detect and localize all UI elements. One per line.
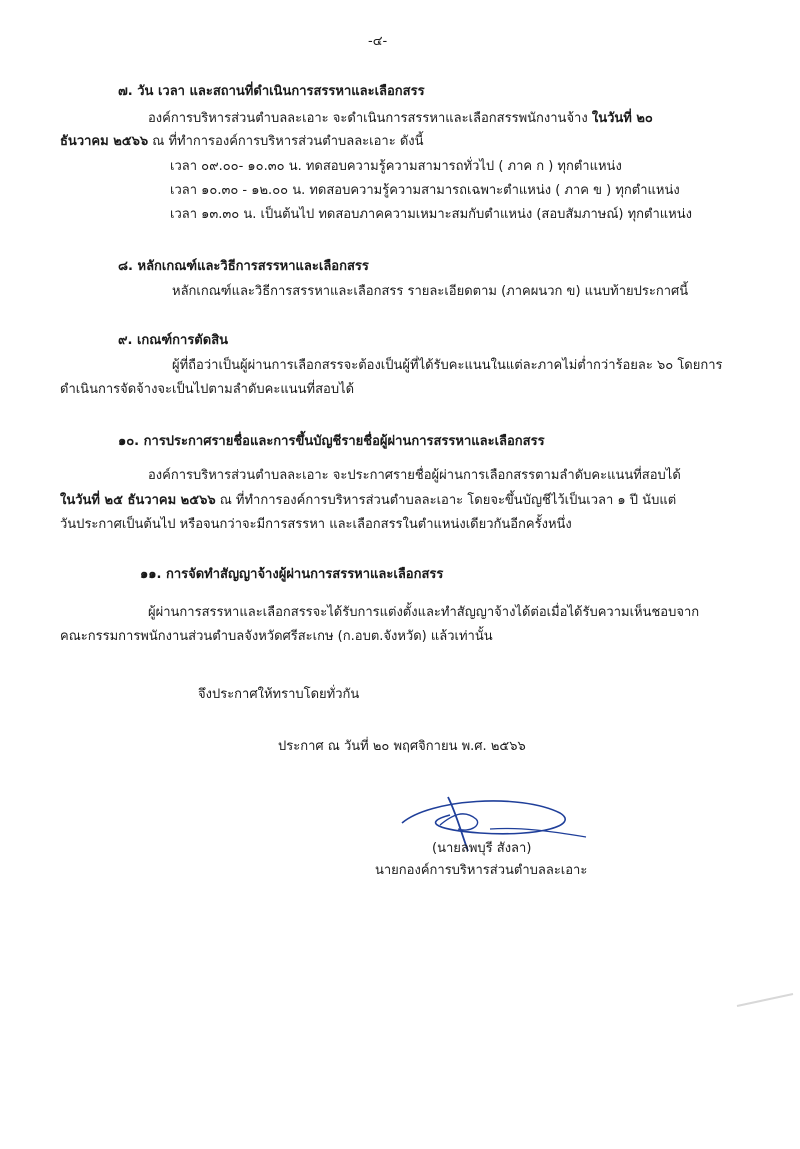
section-10-text: ณ ที่ทำการองค์การบริหารส่วนตำบลละเอาะ โดยจะขึ้นบัญชีไว้เป็นเวลา ๑ ปี นับแต่ (215, 493, 677, 508)
section-10-paragraph-line-1: องค์การบริหารส่วนตำบลละเอาะ จะประกาศรายชื่อผู้ผ่านการเลือกสรรตามลำดับคะแนนที่สอบได้ (148, 468, 681, 483)
announcement-date: ประกาศ ณ วันที่ ๒๐ พฤศจิกายน พ.ศ. ๒๕๖๖ (278, 739, 526, 754)
section-7-paragraph-line-2 (60, 133, 424, 151)
section-7-date-start: ในวันที่ ๒๐ (591, 111, 653, 126)
schedule-item-2: เวลา ๑๐.๓๐ - ๑๒.๐๐ น. ทดสอบความรู้ความสามารถเฉพาะตำแหน่ง ( ภาค ข ) ทุกตำแหน่ง (170, 183, 680, 198)
section-9-paragraph-line-1: ผู้ที่ถือว่าเป็นผู้ผ่านการเลือกสรรจะต้องเป็นผู้ที่ได้รับคะแนนในแต่ละภาคไม่ต่ำกว่าร้อยละ ๖๐ โดยการ (172, 358, 723, 373)
section-11-paragraph-line-2: คณะกรรมการพนักงานส่วนตำบลจังหวัดศรีสะเกษ (ก.อบต.จังหวัด) แล้วเท่านั้น (60, 629, 493, 644)
section-7-heading: ๗. วัน เวลา และสถานที่ดำเนินการสรรหาและเลือกสรร (118, 84, 425, 99)
section-7-text: องค์การบริหารส่วนตำบลละเอาะ จะดำเนินการสรรหาและเลือกสรรพนักงานจ้าง (148, 111, 592, 126)
section-11-paragraph-line-1: ผู้ผ่านการสรรหาและเลือกสรรจะได้รับการแต่งตั้งและทำสัญญาจ้างได้ต่อเมื่อได้รับความเห็นชอบจาก (148, 605, 700, 620)
section-7-venue: ณ ที่ทำการองค์การบริหารส่วนตำบลละเอาะ ดังนี้ (148, 134, 424, 149)
signer-name: (นายลพบุรี สังลา) (432, 841, 532, 856)
section-8-heading: ๘. หลักเกณฑ์และวิธีการสรรหาและเลือกสรร (118, 259, 369, 274)
section-10-announce-date: ในวันที่ ๒๕ ธันวาคม ๒๕๖๖ (60, 493, 216, 508)
schedule-item-1: เวลา ๐๙.๐๐- ๑๐.๓๐ น. ทดสอบความรู้ความสามารถทั่วไป ( ภาค ก ) ทุกตำแหน่ง (170, 159, 622, 174)
section-9-paragraph-line-2: ดำเนินการจัดจ้างจะเป็นไปตามลำดับคะแนนที่สอบได้ (60, 382, 355, 397)
section-9-heading: ๙. เกณฑ์การตัดสิน (118, 333, 229, 348)
scan-smudge (735, 990, 795, 1010)
closing-statement: จึงประกาศให้ทราบโดยทั่วกัน (198, 687, 360, 702)
signer-title: นายกองค์การบริหารส่วนตำบลละเอาะ (375, 863, 588, 878)
section-7-date-end: ธันวาคม ๒๕๖๖ (60, 134, 149, 149)
section-8-paragraph: หลักเกณฑ์และวิธีการสรรหาและเลือกสรร รายละเอียดตาม (ภาคผนวก ข) แนบท้ายประกาศนี้ (172, 284, 689, 299)
section-7-paragraph-line-1 (148, 110, 653, 128)
section-10-paragraph-line-2 (60, 492, 676, 510)
section-11-heading: ๑๑. การจัดทำสัญญาจ้างผู้ผ่านการสรรหาและเลือกสรร (140, 567, 444, 582)
section-10-heading: ๑๐. การประกาศรายชื่อและการขึ้นบัญชีรายชื่อผู้ผ่านการสรรหาและเลือกสรร (118, 434, 545, 449)
section-10-paragraph-line-3: วันประกาศเป็นต้นไป หรือจนกว่าจะมีการสรรหา และเลือกสรรในตำแหน่งเดียวกันอีกครั้งหนึ่ง (60, 517, 572, 532)
page-number: -๔- (368, 34, 388, 49)
schedule-item-3: เวลา ๑๓.๓๐ น. เป็นต้นไป ทดสอบภาคความเหมาะสมกับตำแหน่ง (สอบสัมภาษณ์) ทุกตำแหน่ง (170, 207, 692, 222)
